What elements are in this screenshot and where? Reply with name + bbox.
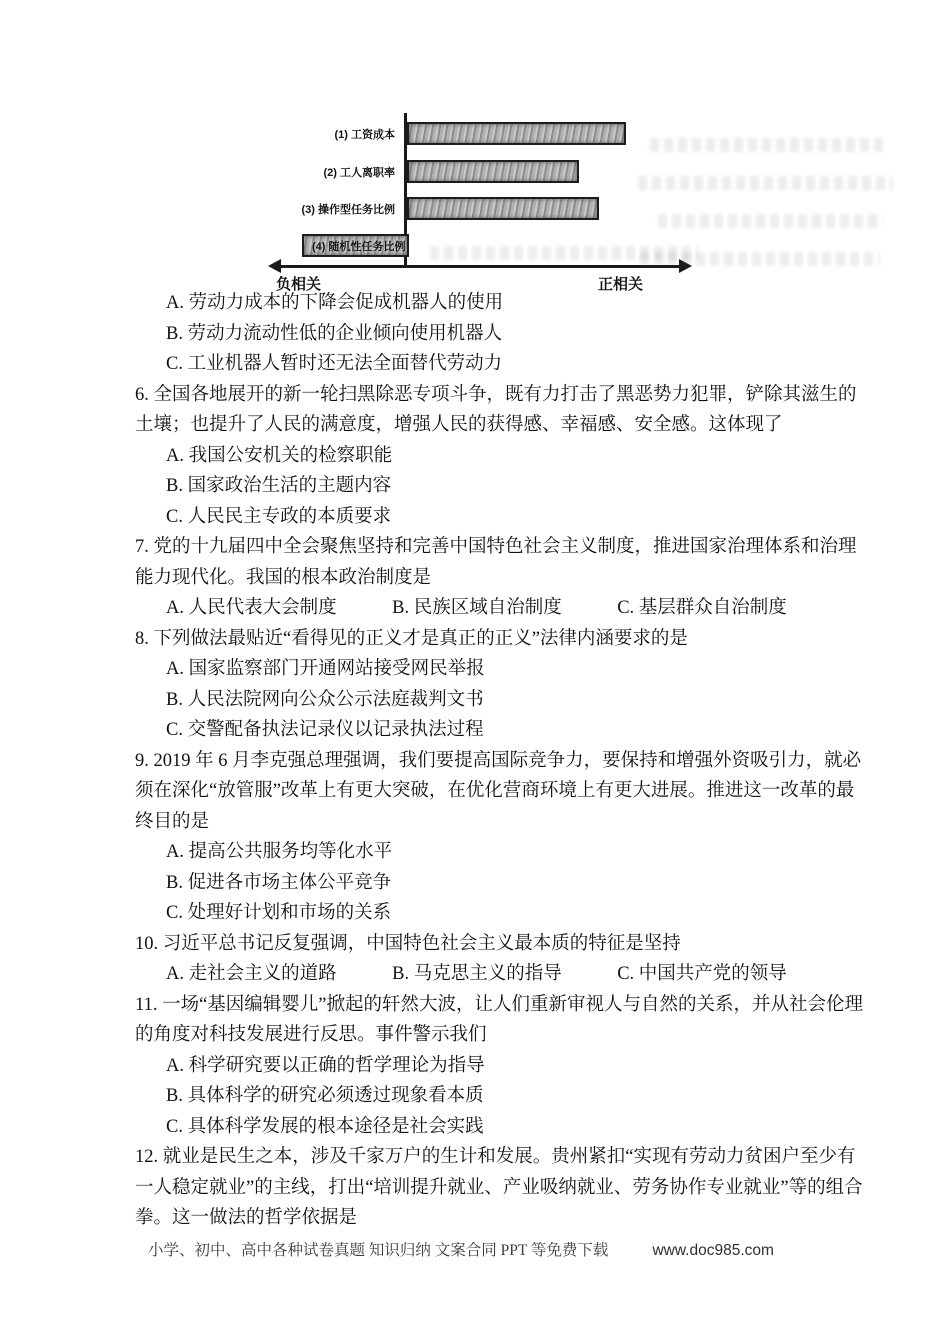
option-line: C. 具体科学发展的根本途径是社会实践 [166,1116,484,1137]
option-line: B. 促进各市场主体公平竞争 [166,872,392,893]
option-line: B. 劳动力流动性低的企业倾向使用机器人 [166,323,503,344]
chart-bar [407,160,579,183]
question-line: 一人稳定就业”的主线，打出“培训提升就业、产业吸纳就业、劳务协作专业就业”等的组合 [135,1177,863,1198]
option-line: B. 人民法院网向公众公示法庭裁判文书 [166,689,484,710]
footer-promo-text: 小学、初中、高中各种试卷真题 知识归纳 文案合同 PPT 等免费下载 [148,1242,609,1259]
option-line: A. 科学研究要以正确的哲学理论为指导 [166,1055,485,1076]
option-line: A. 提高公共服务均等化水平 [166,842,393,862]
question-line: 须在深化“放管服”改革上有更大突破，在优化营商环境上有更大进展。推进这一改革的最 [135,781,855,801]
footer-site-url[interactable]: www.doc985.com [652,1242,774,1259]
positive-correlation-label: 正相关 [598,276,644,293]
question-line: 8. 下列做法最贴近“看得见的正义才是真正的正义”法律内涵要求的是 [135,628,688,649]
option-line: C. 人民民主专政的本质要求 [166,506,392,527]
question-line: 的角度对科技发展进行反思。事件警示我们 [135,1025,487,1045]
question-line: 12. 就业是民生之本，涉及千家万户的生计和发展。贵州紧扣“实现有劳动力贫困户至少有 [135,1147,856,1167]
chart-category-label: (2) 工人离职率 [323,167,395,179]
left-arrowhead-icon [268,259,281,273]
question-line: 终目的是 [135,811,210,832]
robot-adoption-correlation-chart [270,110,700,295]
question-line: 7. 党的十九届四中全会聚焦坚持和完善中国特色社会主义制度，推进国家治理体系和治理 [135,537,857,557]
chart-horizontal-axis [278,265,682,268]
negative-correlation-label: 负相关 [276,276,322,293]
question-line: 能力现代化。我国的根本政治制度是 [135,567,432,588]
option-line: C. 交警配备执法记录仪以记录执法过程 [166,720,484,740]
question-line: 10. 习近平总书记反复强调，中国特色社会主义最本质的特征是坚持 [135,933,681,954]
bleed-through-artifact [650,138,885,152]
option-line: A. 走社会主义的道路 B. 马克思主义的指导 C. 中国共产党的领导 [166,964,787,984]
question-line: 土壤；也提升了人民的满意度，增强人民的获得感、幸福感、安全感。这体现了 [135,415,783,435]
option-line: C. 处理好计划和市场的关系 [166,903,392,923]
option-line: A. 人民代表大会制度 B. 民族区域自治制度 C. 基层群众自治制度 [166,598,787,618]
chart-category-label: (3) 操作型任务比例 [301,204,395,216]
chart-category-label: (4) 随机性任务比例 [312,241,406,253]
chart-category-label: (1) 工资成本 [334,129,395,141]
bleed-through-artifact [658,214,883,228]
chart-bar [407,197,599,220]
page-footer [148,1238,828,1260]
question-line: 11. 一场“基因编辑婴儿”掀起的轩然大波，让人们重新审视人与自然的关系，并从社会伦理 [135,994,863,1015]
bleed-through-artifact [638,176,893,190]
option-line: A. 国家监察部门开通网站接受网民举报 [166,659,485,679]
question-text-block [135,288,863,1234]
option-line: A. 我国公安机关的检察职能 [166,445,393,466]
option-line: B. 国家政治生活的主题内容 [166,476,392,496]
option-line: B. 具体科学的研究必须透过现象看本质 [166,1086,484,1106]
bleed-through-artifact [640,252,880,266]
option-line: C. 工业机器人暂时还无法全面替代劳动力 [166,354,503,374]
chart-bar [407,122,626,145]
question-line: 6. 全国各地展开的新一轮扫黑除恶专项斗争，既有力打击了黑恶势力犯罪，铲除其滋生的 [135,384,857,405]
question-line: 9. 2019 年 6 月李克强总理强调，我们要提高国际竞争力，要保持和增强外资吸引力，就必 [135,750,862,771]
option-line: A. 劳动力成本的下降会促成机器人的使用 [166,293,504,313]
question-line: 拳。这一做法的哲学依据是 [135,1208,358,1228]
